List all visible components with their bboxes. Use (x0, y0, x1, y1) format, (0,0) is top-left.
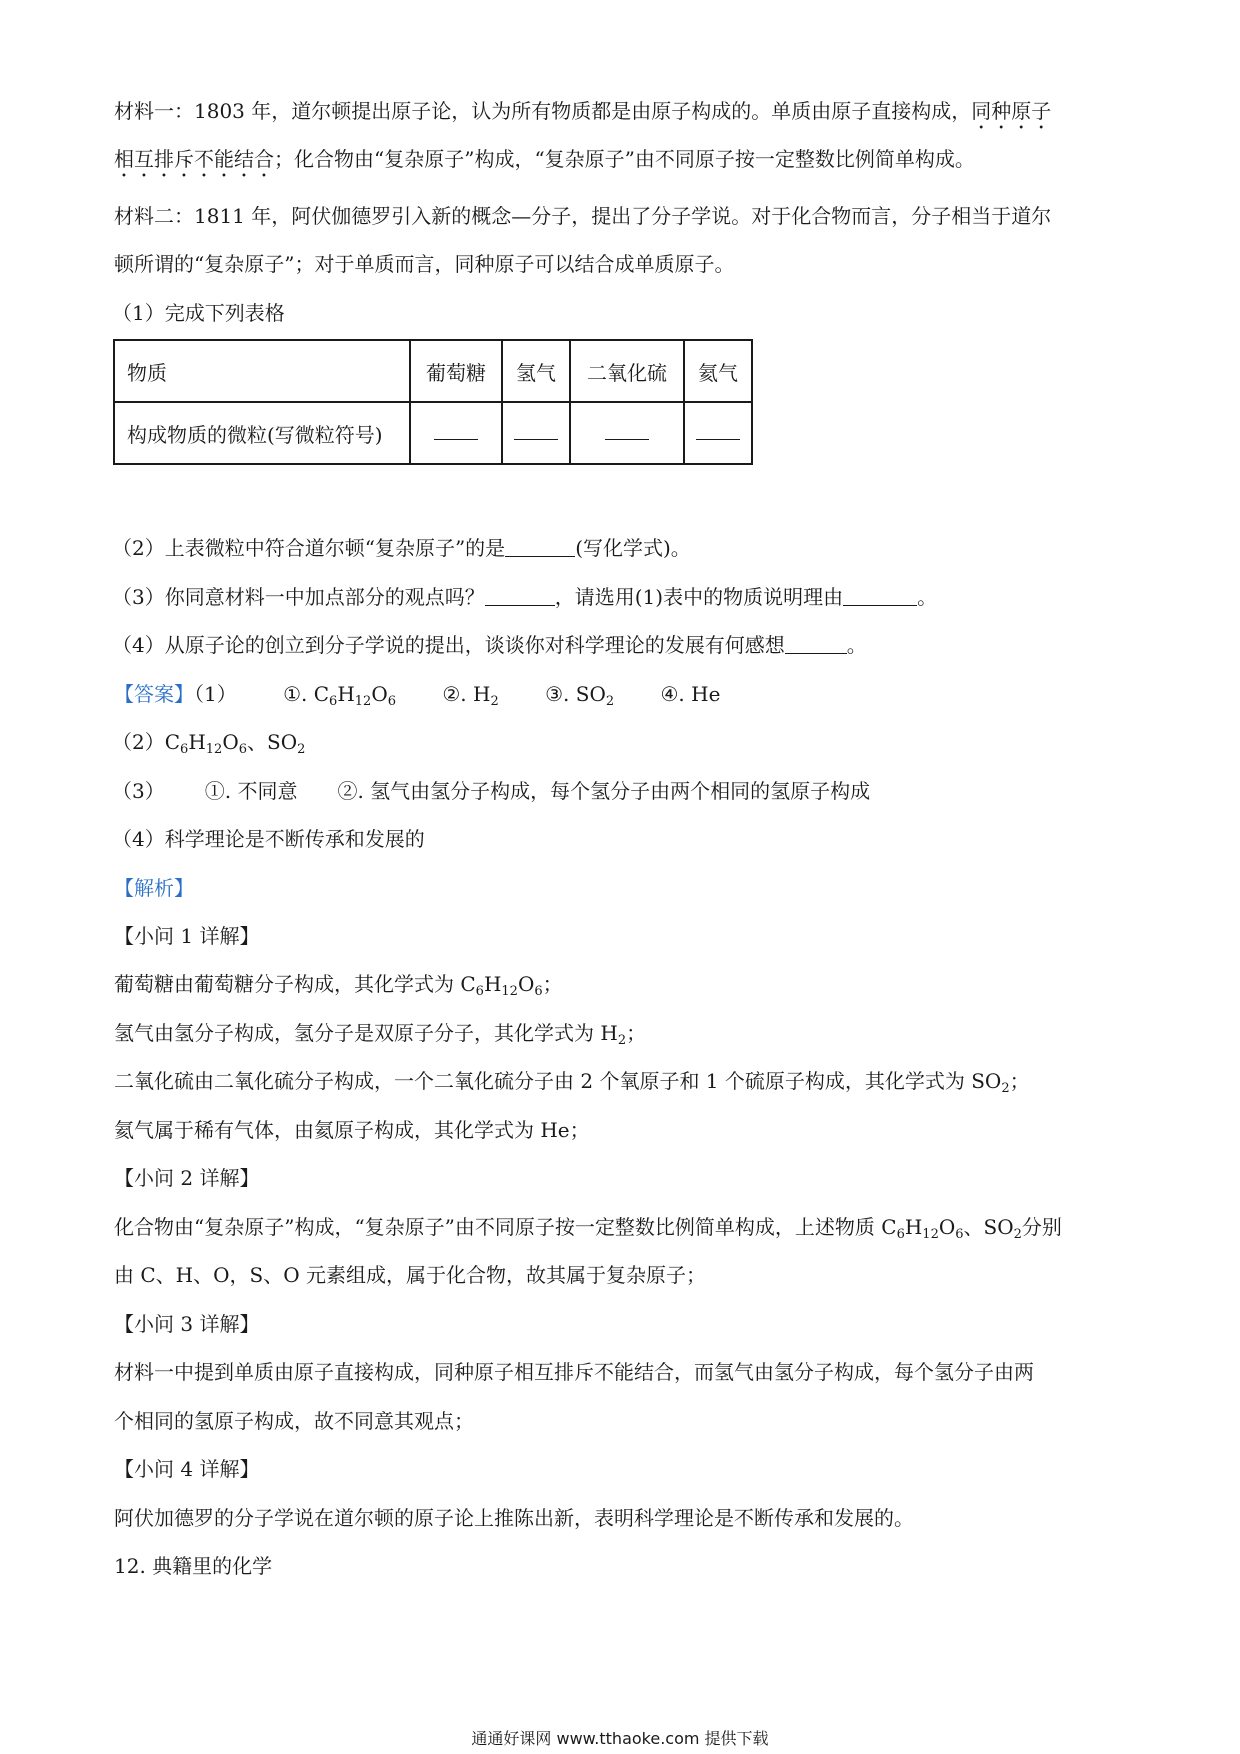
analysis-text: 二氧化硫由二氧化硫分子构成，一个二氧化硫分子由 2 个氧原子和 1 个硫原子构成，其化学式为 $SO_2$； (114, 1069, 1030, 1096)
answer-blank[interactable] (505, 538, 575, 557)
material-2-line-1: 材料二：1811 年，阿伏伽德罗引入新的概念—分子，提出了分子学说。对于化合物而言，分子相当于道尔 (114, 204, 1052, 228)
answer-blank[interactable] (785, 635, 847, 654)
material-1-line-2: 相互排斥不能结合；化合物由“复杂原子”构成，“复杂原子”由不同原子按一定整数比例简单构成。 (114, 147, 975, 171)
analysis-text: 葡萄糖由葡萄糖分子构成，其化学式为 $C_6H_{12}O_6$； (114, 972, 563, 999)
answer-line-1: 【答案】（1） ①. $C_6H_{12}O_6$ ②. $H_2$ ③. $SO_2$ ④. He (114, 682, 721, 709)
analysis-text: 化合物由“复杂原子”构成，“复杂原子”由不同原子按一定整数比例简单构成，上述物质 $C_6H_{12}O_6$、$SO_2$分别 (114, 1215, 1062, 1242)
question-2: （2）上表微粒中符合道尔顿“复杂原子”的是 (写化学式)。 (112, 536, 691, 560)
answer-blank[interactable] (434, 425, 478, 440)
table-cell[interactable] (570, 402, 684, 464)
table-cell[interactable] (502, 402, 570, 464)
question-1: （1）完成下列表格 (112, 301, 285, 325)
sub-question-heading: 【小问 3 详解】 (114, 1312, 260, 1336)
answer-blank[interactable] (696, 425, 740, 440)
table-cell: 构成物质的微粒(写微粒符号) (114, 402, 410, 464)
table-cell: 葡萄糖 (410, 340, 502, 402)
material-1-line-1: 材料一：1803 年，道尔顿提出原子论，认为所有物质都是由原子构成的。单质由原子直接构成，同种原子 (114, 99, 1052, 123)
dotted-text: 相互排斥不能结合 (114, 147, 274, 171)
table-cell: 氢气 (502, 340, 570, 402)
analysis-text: 由 C、H、O，S、O 元素组成，属于化合物，故其属于复杂原子； (114, 1263, 706, 1287)
table-cell[interactable] (684, 402, 752, 464)
footer-credit: 通通好课网 www.tthaoke.com 提供下载 (471, 1729, 769, 1748)
table-header-row (114, 340, 752, 402)
analysis-text: 材料一中提到单质由原子直接构成，同种原子相互排斥不能结合，而氢气由氢分子构成，每个氢分子由两 (114, 1360, 1034, 1384)
answer-line-3: （3） ①. 不同意 ②. 氢气由氢分子构成，每个氢分子由两个相同的氢原子构成 (112, 779, 871, 803)
analysis-text: 氢气由氢分子构成，氢分子是双原子分子，其化学式为 $H_2$； (114, 1021, 647, 1048)
analysis-text: 个相同的氢原子构成，故不同意其观点； (114, 1409, 474, 1433)
analysis-text: 氦气属于稀有气体，由氦原子构成，其化学式为 He； (114, 1118, 590, 1142)
question-4: （4）从原子论的创立到分子学说的提出，谈谈你对科学理论的发展有何感想 。 (112, 633, 867, 657)
dotted-text: 同种原子 (971, 99, 1052, 123)
answer-label: 【答案】 (114, 682, 194, 706)
table-cell: 氦气 (684, 340, 752, 402)
sub-question-heading: 【小问 4 详解】 (114, 1457, 260, 1481)
table-cell: 二氧化硫 (570, 340, 684, 402)
table-row (114, 402, 752, 464)
material-2-line-2: 顿所谓的“复杂原子”；对于单质而言，同种原子可以结合成单质原子。 (114, 252, 735, 276)
answer-blank[interactable] (514, 425, 558, 440)
answer-line-4: （4）科学理论是不断传承和发展的 (112, 827, 425, 851)
analysis-label: 【解析】 (114, 876, 194, 900)
table-cell: 物质 (114, 340, 410, 402)
table-cell[interactable] (410, 402, 502, 464)
next-question-heading: 12. 典籍里的化学 (114, 1554, 273, 1578)
sub-question-heading: 【小问 2 详解】 (114, 1166, 260, 1190)
answer-line-2: $(2)C_6H_{12}O_6$、$SO_2$ (112, 730, 306, 757)
answer-blank[interactable] (843, 587, 917, 606)
analysis-text: 阿伏加德罗的分子学说在道尔顿的原子论上推陈出新，表明科学理论是不断传承和发展的。 (114, 1506, 914, 1530)
question-3: （3）你同意材料一中加点部分的观点吗？ ，请选用(1)表中的物质说明理由 。 (112, 585, 938, 609)
answer-table (113, 339, 753, 465)
answer-blank[interactable] (485, 587, 555, 606)
answer-blank[interactable] (605, 425, 649, 440)
sub-question-heading: 【小问 1 详解】 (114, 924, 260, 948)
